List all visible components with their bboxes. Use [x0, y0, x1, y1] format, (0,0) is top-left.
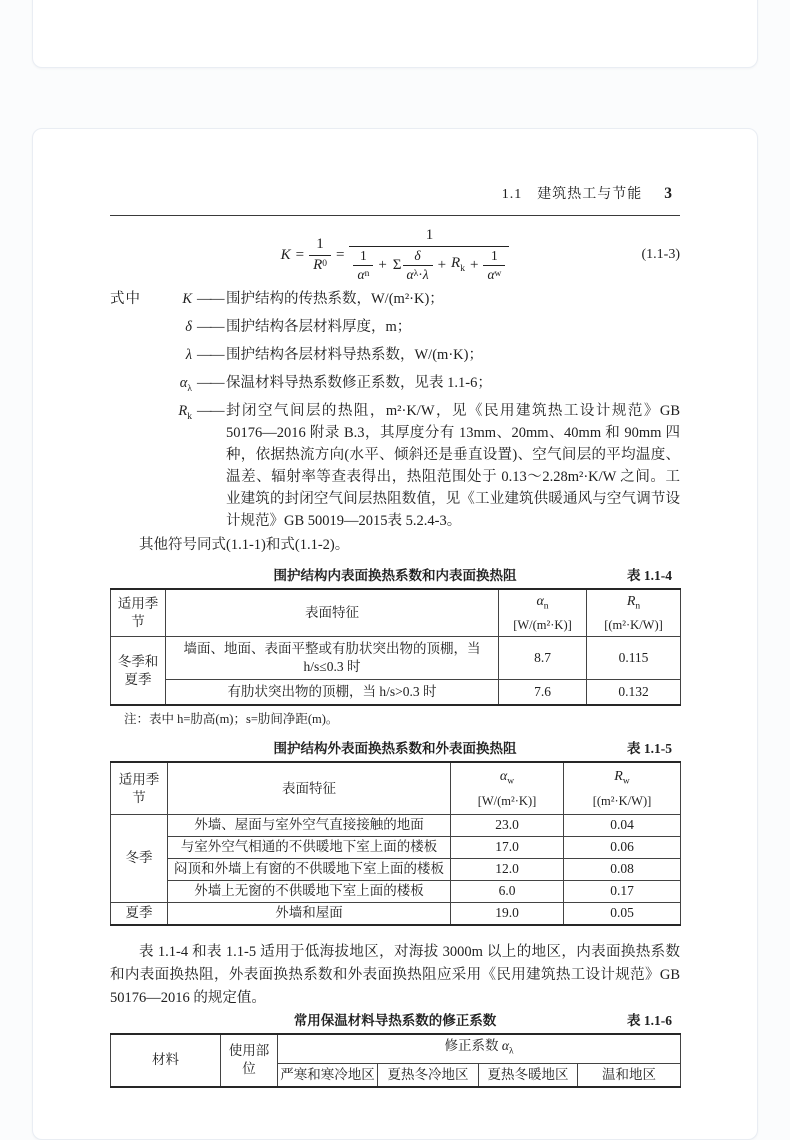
header-r-w: $R_w$ [(m²·K/W)] [564, 762, 681, 814]
cell-feature: 外墙和屋面 [168, 902, 451, 925]
header-feature: 表面特征 [168, 762, 451, 814]
cell-r: 0.17 [564, 880, 681, 902]
table-1-1-6-label: 表 1.1-6 [627, 1012, 672, 1028]
table-1-1-4 [110, 588, 681, 707]
fraction-1-over-r0: 1 R 0 [309, 237, 331, 274]
definition-rk: $R_k$ —— 封闭空气间层的热阻，m²·K/W，见《民用建筑热工设计规范》GB 50176—2016 附录 B.3，其厚度分有 13mm、20mm、40mm 和 90mm 四种，依据热流方向(水平、倾斜还是垂直设置)、空气间层的平均温度、温差、辐射率等查表得出，热阻范围处于 0.13～2.28m²·K/W 之间。工业建筑的封闭空气间层热阻数值，见《工业建筑供暖通风与空气调节设计规范》GB 50019—2015表 5.2.4-3。 [178, 402, 680, 529]
cell-season: 夏季 [111, 902, 168, 925]
fraction-1-over-alpha-w: 1 α w [483, 249, 505, 282]
table-1-1-4-label: 表 1.1-4 [627, 567, 672, 583]
table-row [111, 680, 681, 706]
plus-sign: + [378, 256, 387, 273]
symbol-definitions [110, 288, 680, 532]
table-1-1-5-label: 表 1.1-5 [627, 741, 672, 757]
header-season: 适用季节 [111, 762, 168, 814]
table-header-row [111, 762, 681, 814]
table-1-1-6 [110, 1033, 681, 1088]
previous-page-card [32, 0, 758, 68]
cell-alpha: 12.0 [451, 858, 564, 880]
cell-r: 0.05 [564, 902, 681, 925]
header-r-n: $R_n$ [(m²·K/W)] [587, 589, 681, 637]
definition-lambda: λ —— 围护结构各层材料导热系数，W/(m·K)； [185, 346, 483, 363]
cell-season: 冬季 [111, 814, 168, 902]
formula-lhs: K [280, 246, 291, 263]
equals-sign: = [295, 246, 305, 263]
plus-sign: + [469, 256, 479, 273]
cell-alpha: 6.0 [451, 880, 564, 902]
equals-sign: = [336, 246, 345, 263]
cell-feature: 闷顶和外墙上有窗的不供暖地下室上面的楼板 [168, 858, 451, 880]
cell-alpha: 17.0 [451, 836, 564, 858]
page-number: 3 [664, 185, 672, 202]
equation-1-1-3 [110, 224, 680, 286]
cell-alpha: 19.0 [451, 902, 564, 925]
cell-season: 冬季和夏季 [111, 637, 166, 706]
header-material: 材料 [111, 1034, 221, 1087]
table-row [111, 880, 681, 902]
where-label: 式中 [110, 291, 141, 307]
equation-number: (1.1-3) [641, 247, 680, 262]
cell-r: 0.04 [564, 814, 681, 836]
rk-term: $R_k$ [451, 254, 465, 274]
body-paragraph: 表 1.1-4 和表 1.1-5 适用于低海拔地区，对海拔 3000m 以上的地区，内表面换热系数和内表面换热阻，外表面换热系数和外表面换热阻应采用《民用建筑热工设计规范》GB 50176—2016 的规定值。 [110, 943, 680, 1006]
fraction-1-over-alpha-n: 1 α n [353, 249, 373, 282]
header-position: 使用部位 [221, 1034, 278, 1087]
header-region-hot-summer-warm-winter: 夏热冬暖地区 [479, 1063, 578, 1087]
table-1-1-6-title: 常用保温材料导热系数的修正系数 表 1.1-6 [293, 1012, 672, 1028]
header-region-hot-summer-cold-winter: 夏热冬冷地区 [378, 1063, 479, 1087]
table-row [111, 836, 681, 858]
running-head [110, 129, 680, 216]
section-title: 1.1 建筑热工与节能 [501, 187, 643, 202]
cell-feature: 与室外空气相通的不供暖地下室上面的楼板 [168, 836, 451, 858]
cell-r: 0.06 [564, 836, 681, 858]
table-header-row [111, 1034, 681, 1063]
header-correction-group: 修正系数 $\alpha_\lambda$ [278, 1034, 681, 1063]
definition-K: K —— 围护结构的传热系数，W/(m²·K)； [182, 291, 444, 307]
table-row [111, 902, 681, 925]
header-region-severe-cold: 严寒和寒冷地区 [278, 1063, 378, 1087]
table-1-1-4-title: 围护结构内表面换热系数和内表面换热阻 表 1.1-4 [273, 567, 672, 583]
cell-feature: 墙面、地面、表面平整或有肋状突出物的顶棚，当 h/s≤0.3 时 [166, 637, 499, 680]
cell-r: 0.132 [587, 680, 681, 706]
middle-dot: · [418, 266, 423, 282]
header-region-mild: 温和地区 [578, 1063, 681, 1087]
plus-sign: + [437, 256, 447, 273]
cell-feature: 有肋状突出物的顶棚，当 h/s>0.3 时 [166, 680, 499, 706]
definition-alpha-lambda: $\alpha_\lambda$ —— 保温材料导热系数修正系数，见表 1.1-6； [179, 374, 492, 394]
table-1-1-5-title: 围护结构外表面换热系数和外表面换热阻 表 1.1-5 [273, 741, 672, 757]
current-page-card [32, 128, 758, 1140]
table-row [111, 814, 681, 836]
page-content [110, 129, 680, 1088]
header-feature: 表面特征 [166, 589, 499, 637]
header-season: 适用季节 [111, 589, 166, 637]
cell-r: 0.115 [587, 637, 681, 680]
main-fraction: 1 1 α n + Σ δ α λ · λ + $R_k$ + 1 α w [349, 228, 509, 282]
table-1-1-5 [110, 761, 681, 926]
cell-alpha: 7.6 [499, 680, 587, 706]
cell-r: 0.08 [564, 858, 681, 880]
cell-feature: 外墙、屋面与室外空气直接接触的地面 [168, 814, 451, 836]
sigma-symbol: Σ [392, 256, 402, 273]
cell-feature: 外墙上无窗的不供暖地下室上面的楼板 [168, 880, 451, 902]
cell-alpha: 8.7 [499, 637, 587, 680]
fraction-delta-over-alpha-lambda: δ α λ · λ [403, 249, 433, 282]
definition-delta: δ —— 围护结构各层材料厚度，m； [185, 318, 412, 335]
table-header-row [111, 589, 681, 637]
other-symbols-note: 其他符号同式(1.1-1)和式(1.1-2)。 [139, 536, 350, 553]
header-alpha-w: $\alpha_w$ [W/(m²·K)] [451, 762, 564, 814]
cell-alpha: 23.0 [451, 814, 564, 836]
table-row [111, 637, 681, 680]
table-1-1-4-note: 注：表中 h=肋高(m)；s=肋间净距(m)。 [124, 712, 339, 727]
table-row [111, 858, 681, 880]
header-alpha-n: $\alpha_n$ [W/(m²·K)] [499, 589, 587, 637]
